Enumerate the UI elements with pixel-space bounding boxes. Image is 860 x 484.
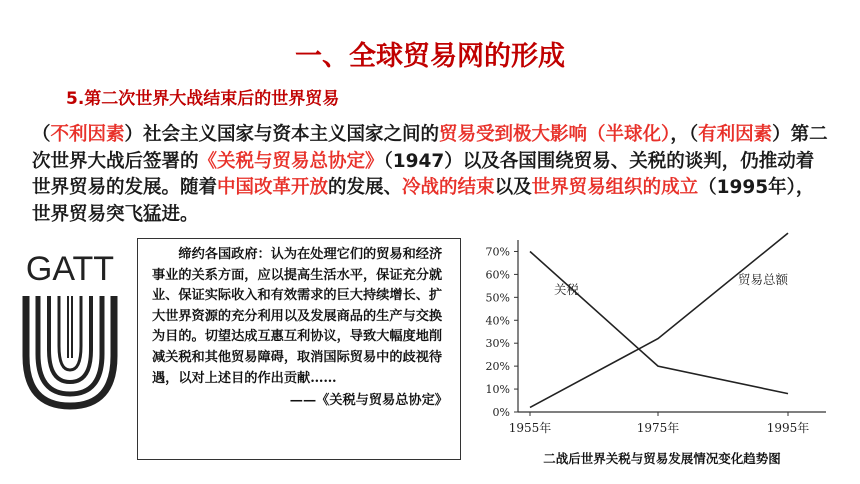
y-tick-label: 70% — [485, 245, 510, 259]
intro-paragraph — [32, 122, 832, 228]
quote-body: 缔约各国政府：认为在处理它们的贸易和经济事业的关系方面，应以提高生活水平，保证充分就业、保证实际收入和有效需求的巨大持续增长、扩大世界资源的充分利用以及发展商品的生产与交换为目的。切望达成互惠互利协议，导致大幅度地削减关税和其他贸易障碍，取消国际贸易中的歧视待遇，以对上述目的作出贡献…… — [152, 247, 443, 386]
series-label: 贸易总额 — [738, 272, 789, 287]
trade-volume-line — [530, 233, 788, 407]
y-tick-label: 0% — [492, 406, 510, 419]
y-tick-label: 20% — [485, 360, 510, 374]
x-tick-label: 1975年 — [636, 421, 680, 435]
x-tick-label: 1995年 — [766, 421, 810, 435]
text-seg: ）第二次世界大战后签署的 — [32, 124, 828, 172]
gatt-logo — [14, 246, 126, 412]
series-label: 关税 — [554, 282, 580, 297]
y-tick-label: 50% — [485, 291, 510, 305]
highlight-reform: 中国改革开放 — [217, 177, 329, 198]
trend-chart — [470, 232, 846, 454]
gatt-quote-box — [137, 238, 461, 460]
y-tick-label: 40% — [485, 314, 510, 328]
y-tick-label: 60% — [485, 268, 510, 282]
y-tick-label: 30% — [485, 337, 510, 351]
highlight-wto: 世界贸易组织的成立 — [531, 177, 699, 198]
quote-source: ——《关税与贸易总协定》 — [289, 393, 448, 409]
highlight-gatt: 《关税与贸易总协定》 — [198, 150, 384, 172]
logo-emblem — [26, 296, 114, 406]
text-seg: （ — [32, 124, 51, 145]
text-seg: （1947）以及各国围绕贸易、关税的谈判，仍推动着世界贸易的发展。随着 — [32, 150, 815, 198]
logo-text: GATT — [25, 250, 115, 288]
page-title: 一、全球贸易网的形成 — [295, 41, 565, 72]
highlight-cold-war-end: 冷战的结束 — [402, 177, 495, 198]
highlight-trade-affected: 贸易受到极大影响（半球化） — [439, 124, 671, 145]
section-subtitle: 5.第二次世界大战结束后的世界贸易 — [66, 89, 340, 109]
text-seg: 以及 — [494, 177, 532, 198]
text-seg: ）社会主义国家与资本主义国家之间的 — [124, 124, 440, 145]
y-tick-label: 10% — [485, 383, 510, 397]
x-tick-label: 1955年 — [508, 421, 552, 435]
text-seg: ，（ — [670, 124, 699, 145]
text-seg: （1995年），世界贸易突飞猛进。 — [32, 177, 815, 225]
chart-caption: 二战后世界关税与贸易发展情况变化趋势图 — [543, 451, 781, 466]
highlight-unfavorable: 不利因素 — [50, 124, 125, 145]
highlight-favorable: 有利因素 — [698, 124, 773, 145]
text-seg: 的发展、 — [328, 177, 403, 198]
